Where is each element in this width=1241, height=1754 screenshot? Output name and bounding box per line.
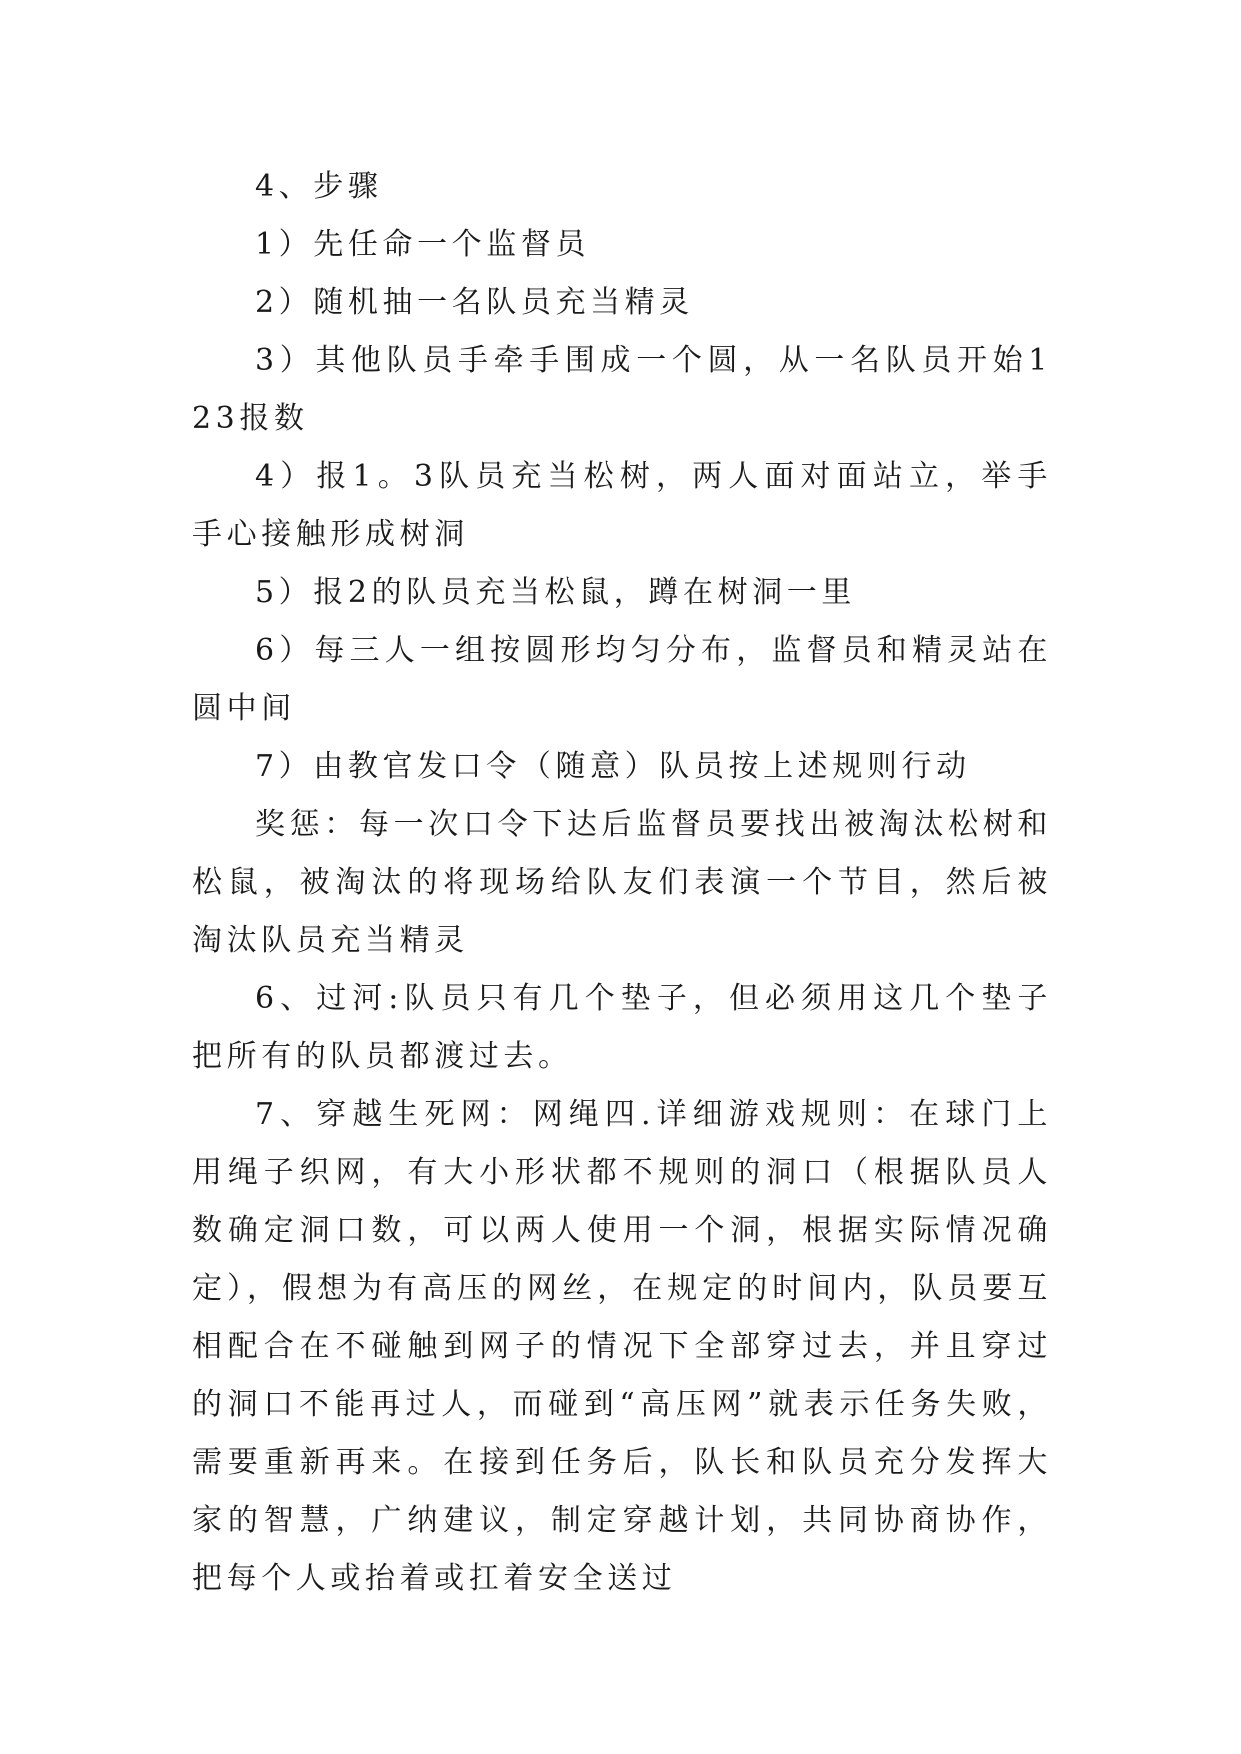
document-body: [192, 158, 1052, 1608]
paragraph-step-2: 2）随机抽一名队员充当精灵: [255, 285, 694, 320]
paragraph-step-4: 4）报1。3队员充当松树，两人面对面站立，举手手心接触形成树洞: [192, 459, 1052, 552]
paragraph-rewards: 奖惩：每一次口令下达后监督员要找出被淘汰松树和松鼠，被淘汰的将现场给队友们表演一个节目，然后被淘汰队员充当精灵: [192, 807, 1052, 958]
paragraph-step-7: 7）由教官发口令（随意）队员按上述规则行动: [255, 749, 971, 784]
paragraph-step-heading: 4、步骤: [255, 169, 383, 204]
paragraph-step-5: 5）报2的队员充当松鼠，蹲在树洞一里: [255, 575, 856, 610]
paragraph-cross-river: 6、过河:队员只有几个垫子，但必须用这几个垫子把所有的队员都渡过去。: [192, 981, 1052, 1074]
paragraph-life-death-net: 7、穿越生死网：网绳四.详细游戏规则：在球门上用绳子织网，有大小形状都不规则的洞口（根据队员人数确定洞口数，可以两人使用一个洞，根据实际情况确定），假想为有高压的网丝，在规定的时间内，队员要互相配合在不碰触到网子的情况下全部穿过去，并且穿过的洞口不能再过人，而碰到“高压网”就表示任务失败，需要重新再来。在接到任务后，队长和队员充分发挥大家的智慧，广纳建议，制定穿越计划，共同协商协作，把每个人或抬着或扛着安全送过: [192, 1097, 1052, 1596]
paragraph-step-1: 1）先任命一个监督员: [255, 227, 591, 262]
paragraph-step-6: 6）每三人一组按圆形均匀分布，监督员和精灵站在圆中间: [192, 633, 1052, 726]
paragraph-step-3: 3）其他队员手牵手围成一个圆，从一名队员开始123报数: [192, 343, 1052, 436]
